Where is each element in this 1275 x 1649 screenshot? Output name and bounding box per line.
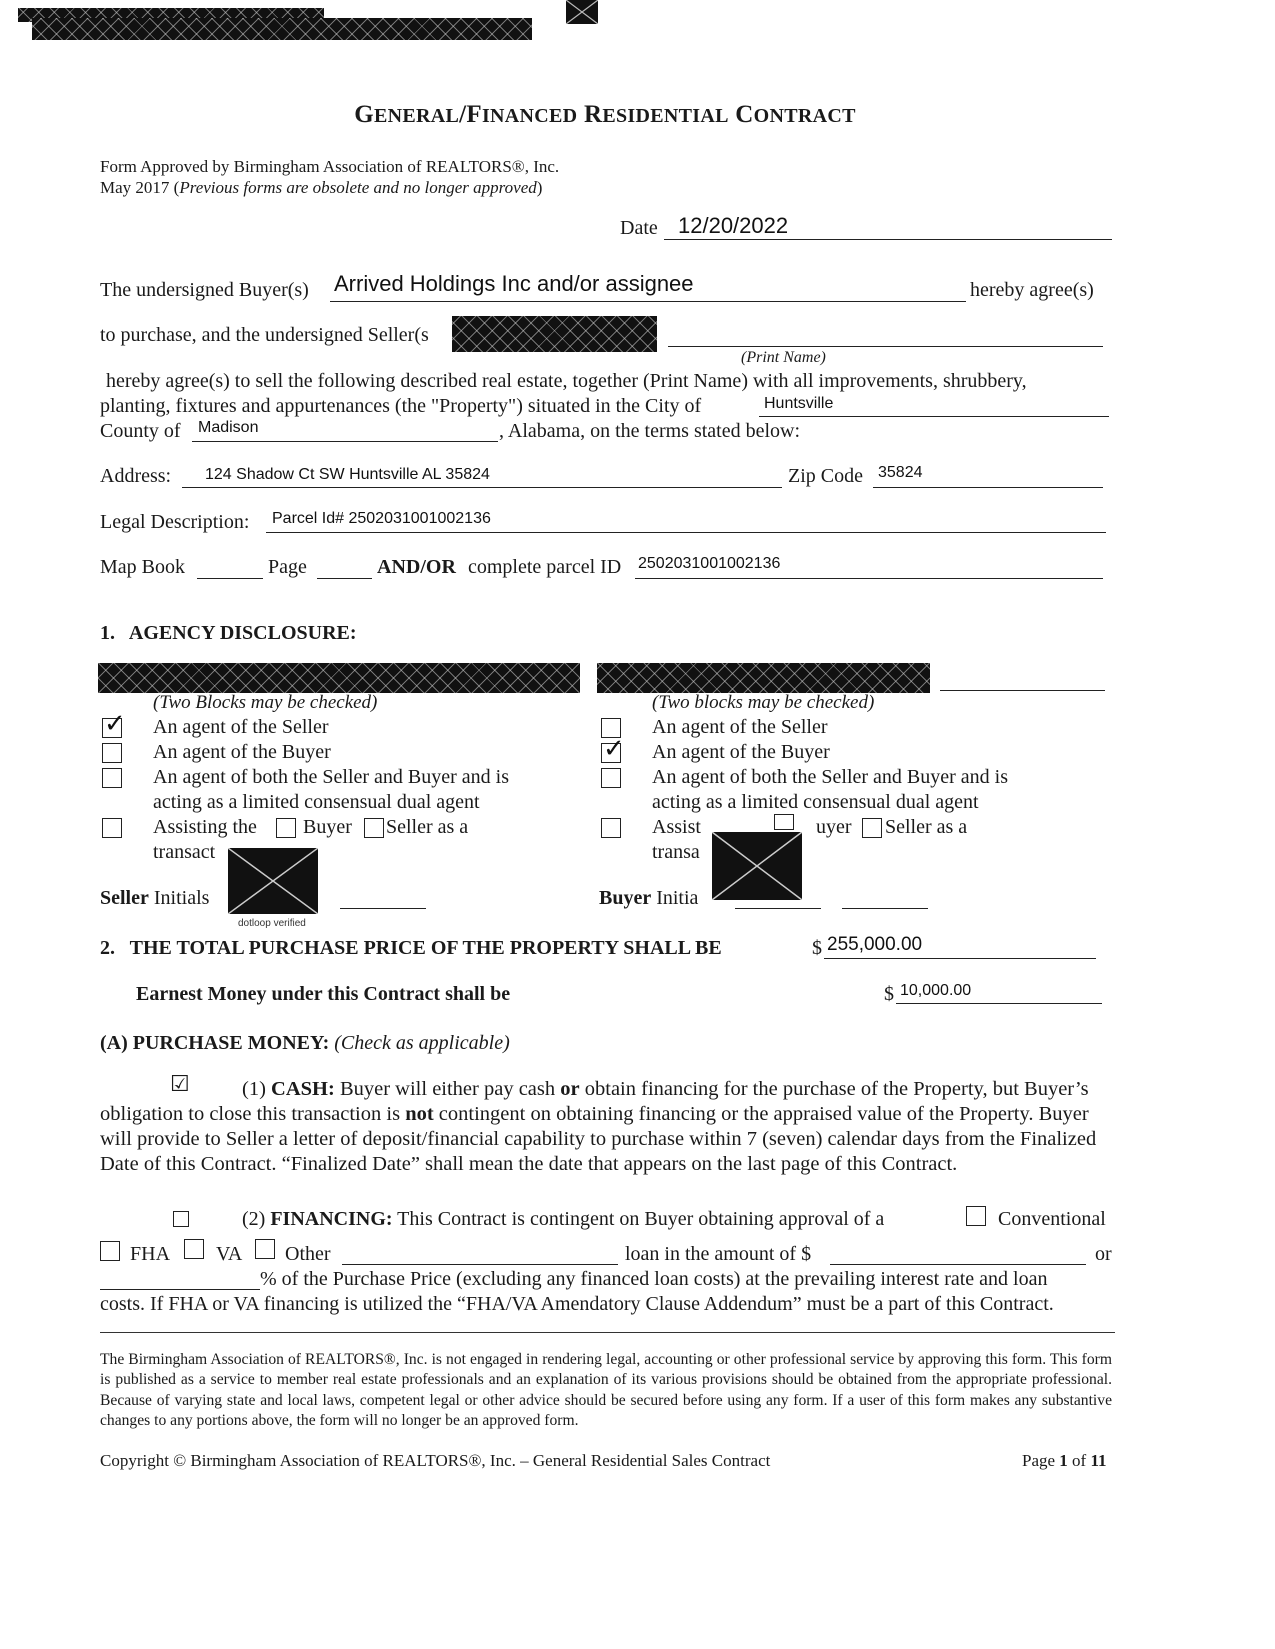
redacted-selling-broker xyxy=(597,663,930,693)
right-two-blocks-note: (Two blocks may be checked) xyxy=(652,692,875,713)
left-transaction-checkbox[interactable] xyxy=(102,818,122,838)
page-number: Page 1 of 11 xyxy=(1022,1451,1107,1470)
left-transaction-label: transact xyxy=(153,841,216,863)
county-label: County of xyxy=(100,420,181,442)
earnest-money-label: Earnest Money under this Contract shall be xyxy=(136,983,511,1005)
right-assist-buyer-checkbox[interactable] xyxy=(774,814,794,830)
seller-initials-underline xyxy=(340,908,426,909)
fha-label: FHA xyxy=(130,1243,171,1265)
buyer-initials-underline-1 xyxy=(735,908,821,909)
right-assist-seller-checkbox[interactable] xyxy=(862,818,882,838)
redacted-buyer-initials xyxy=(712,832,802,900)
left-seller-agent-label: An agent of the Seller xyxy=(153,716,329,738)
left-buyer-agent-label: An agent of the Buyer xyxy=(153,741,331,763)
buyer-underline xyxy=(330,301,966,302)
right-assisting-label: Assist xyxy=(652,816,701,838)
check-icon: ✓ xyxy=(603,734,625,764)
fha-checkbox[interactable] xyxy=(100,1241,120,1261)
buyer-initials-underline-2 xyxy=(842,908,928,909)
right-assist-buyer-label: uyer xyxy=(816,816,852,838)
financing-line-3: % of the Purchase Price (excluding any financed loan costs) at the prevailing interest rate and loan xyxy=(260,1268,1048,1290)
date-label: Date xyxy=(620,217,658,239)
form-title: GENERAL/FINANCED RESIDENTIAL CONTRACT xyxy=(354,101,856,128)
left-assist-buyer-checkbox[interactable] xyxy=(276,818,296,838)
andor-label: AND/OR xyxy=(377,556,456,578)
buyer-agree-label: hereby agree(s) xyxy=(970,279,1094,301)
right-dual-agent-checkbox[interactable] xyxy=(601,768,621,788)
right-buyer-agent-checkbox[interactable] xyxy=(601,734,625,764)
cash-checkbox[interactable]: ☑ xyxy=(170,1072,190,1097)
county-underline xyxy=(192,441,498,442)
city-field[interactable]: Huntsville xyxy=(764,395,834,412)
approved-line: Form Approved by Birmingham Association of REALTORS®, Inc. xyxy=(100,157,560,176)
left-two-blocks-note: (Two Blocks may be checked) xyxy=(153,692,378,713)
page-label: Page xyxy=(268,556,307,578)
print-name-caption: (Print Name) xyxy=(741,349,826,366)
purchase-price-field[interactable]: 255,000.00 xyxy=(827,934,923,955)
parcel-label: complete parcel ID xyxy=(468,556,622,578)
conventional-label: Conventional xyxy=(998,1208,1106,1230)
loan-percent-underline xyxy=(100,1289,260,1290)
or-label: or xyxy=(1095,1243,1112,1265)
parcel-field[interactable]: 2502031001002136 xyxy=(638,555,781,572)
zip-underline xyxy=(873,487,1103,488)
city-underline xyxy=(759,416,1109,417)
agency-heading: 1. AGENCY DISCLOSURE: xyxy=(100,622,357,644)
right-seller-agent-label: An agent of the Seller xyxy=(652,716,828,738)
planting-line: planting, fixtures and appurtenances (the "Property") situated in the City of xyxy=(100,395,702,417)
buyer-label: The undersigned Buyer(s) xyxy=(100,279,309,301)
conventional-checkbox[interactable] xyxy=(966,1206,986,1226)
earnest-money-underline xyxy=(896,1003,1102,1004)
financing-line-4: costs. If FHA or VA financing is utilized the “FHA/VA Amendatory Clause Addendum” must be a part of this Contract. xyxy=(100,1293,1054,1315)
right-buyer-agent-label: An agent of the Buyer xyxy=(652,741,830,763)
earnest-money-field[interactable]: 10,000.00 xyxy=(900,982,972,999)
other-loan-type-underline xyxy=(342,1264,618,1265)
address-label: Address: xyxy=(100,465,172,487)
page-underline xyxy=(317,578,372,579)
date-field[interactable]: 12/20/2022 xyxy=(678,213,789,238)
earnest-money-currency: $ xyxy=(884,983,894,1005)
address-underline xyxy=(182,487,782,488)
redacted-listing-broker xyxy=(98,663,580,693)
parcel-underline xyxy=(635,578,1103,579)
redacted-header-box xyxy=(566,0,598,24)
mapbook-underline xyxy=(197,578,263,579)
left-dual-agent-label-cont: acting as a limited consensual dual agent xyxy=(153,791,480,813)
legal-underline xyxy=(266,532,1106,533)
right-transaction-label: transa xyxy=(652,841,700,863)
loan-amount-underline xyxy=(830,1264,1086,1265)
left-buyer-agent-checkbox[interactable] xyxy=(102,743,122,763)
left-seller-agent-checkbox[interactable] xyxy=(102,709,126,739)
redacted-header-bottom xyxy=(32,18,532,40)
left-assisting-label: Assisting the xyxy=(153,816,257,838)
address-field[interactable]: 124 Shadow Ct SW Huntsville AL 35824 xyxy=(205,466,490,483)
footer-disclaimer: The Birmingham Association of REALTORS®, Inc. is not engaged in rendering legal, accounting or other professional service by approving this form. This form is published as a service to member real estate professionals and an explanation of its various provisions should be obtained from the appropriate professional. Because of varying state and local laws, competent legal or other advice should be secured before using any form. If a user of this form makes any substantive changes to any portions above, the form will no longer be an approved form. xyxy=(100,1351,1112,1430)
legal-field[interactable]: Parcel Id# 2502031001002136 xyxy=(272,510,491,527)
left-assist-seller-label: Seller as a xyxy=(386,816,469,838)
left-dual-agent-checkbox[interactable] xyxy=(102,768,122,788)
seller-initials-label: Seller Initials xyxy=(100,887,210,909)
check-icon: ✓ xyxy=(104,709,126,739)
left-assist-seller-checkbox[interactable] xyxy=(364,818,384,838)
redacted-seller-name xyxy=(452,316,657,352)
buyer-initials-label: Buyer Initia xyxy=(599,887,699,909)
right-assist-seller-label: Seller as a xyxy=(885,816,968,838)
footer-copyright: Copyright © Birmingham Association of REALTORS®, Inc. – General Residential Sales Contract xyxy=(100,1451,771,1470)
redacted-seller-initials xyxy=(228,848,318,914)
other-checkbox[interactable] xyxy=(255,1239,275,1259)
financing-line-1: (2) FINANCING: This Contract is contingent on Buyer obtaining approval of a xyxy=(242,1208,885,1230)
footer-divider xyxy=(100,1332,1115,1333)
purchase-price-underline xyxy=(824,958,1096,959)
cash-paragraph: (1) CASH: Buyer will either pay cash or obtain financing for the purchase of the Property, but Buyer’s obligation to close this transaction is not contingent on obtaining financing or the appraised value of the Property. Buyer will provide to Seller a letter of deposit/financial capability to purchase within 7 (seven) calendar days from the Finalized Date of this Contract. “Finalized Date” shall mean the date that appears on the last page of this Contract. xyxy=(100,1078,1097,1175)
right-dual-agent-label-cont: acting as a limited consensual dual agent xyxy=(652,791,979,813)
financing-checkbox[interactable] xyxy=(173,1211,189,1227)
dotloop-verified-label: dotloop verified xyxy=(238,918,306,929)
loan-amount-label: loan in the amount of $ xyxy=(625,1243,812,1265)
selling-broker-underline xyxy=(940,690,1105,691)
va-checkbox[interactable] xyxy=(184,1239,204,1259)
right-transaction-checkbox[interactable] xyxy=(601,818,621,838)
purchase-price-heading: 2. THE TOTAL PURCHASE PRICE OF THE PROPERTY SHALL BE xyxy=(100,937,722,959)
county-suffix: , Alabama, on the terms stated below: xyxy=(499,420,801,442)
county-field[interactable]: Madison xyxy=(198,419,259,436)
left-assist-buyer-label: Buyer xyxy=(303,816,352,838)
left-dual-agent-label: An agent of both the Seller and Buyer and is xyxy=(153,766,510,788)
purchase-money-heading: (A) PURCHASE MONEY: (Check as applicable) xyxy=(100,1032,510,1054)
mapbook-label: Map Book xyxy=(100,556,185,578)
va-label: VA xyxy=(216,1243,243,1265)
purchase-price-currency: $ xyxy=(812,937,822,959)
buyer-name-field[interactable]: Arrived Holdings Inc and/or assignee xyxy=(334,271,694,296)
seller-underline xyxy=(668,346,1103,347)
right-dual-agent-label: An agent of both the Seller and Buyer and is xyxy=(652,766,1009,788)
other-label: Other xyxy=(285,1243,331,1265)
seller-label: to purchase, and the undersigned Seller(s xyxy=(100,324,429,346)
legal-label: Legal Description: xyxy=(100,511,250,533)
zip-field[interactable]: 35824 xyxy=(878,464,923,481)
date-underline xyxy=(664,239,1112,240)
agree-sell-line: hereby agree(s) to sell the following described real estate, together (Print Name) with all improvements, shrubbery, xyxy=(106,370,1027,392)
version-line: May 2017 (Previous forms are obsolete and no longer approved) xyxy=(100,178,543,197)
zip-label: Zip Code xyxy=(788,465,863,487)
